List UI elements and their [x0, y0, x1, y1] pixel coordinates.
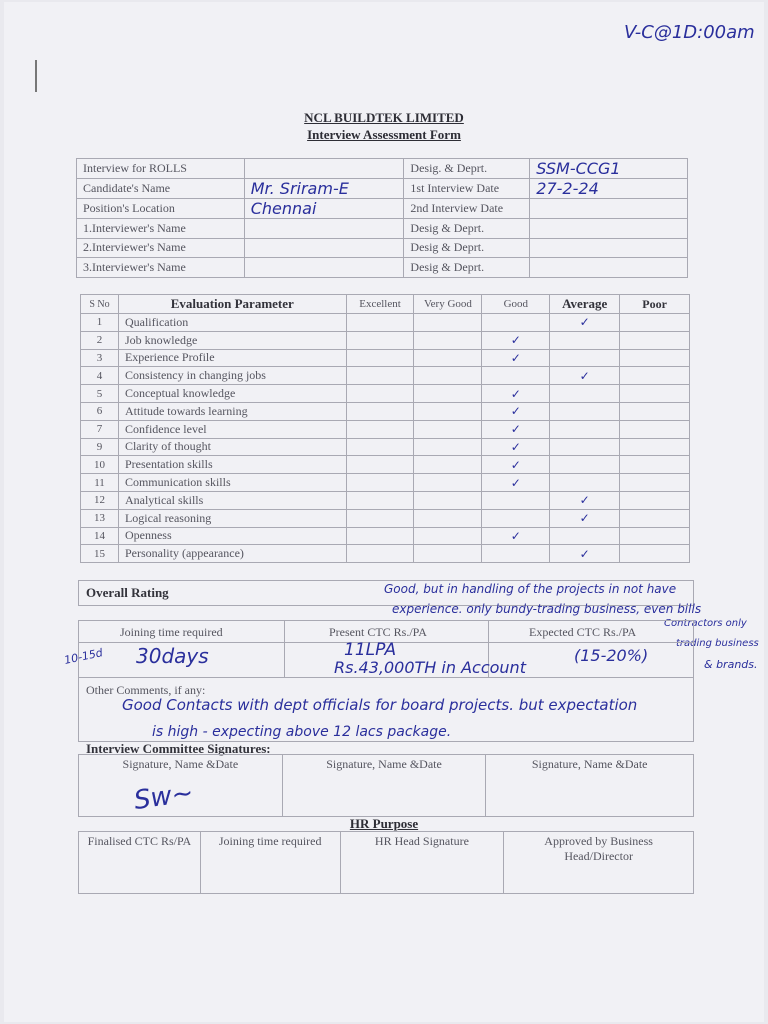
info-row: [77, 219, 688, 239]
rating-cell-excellent: [346, 527, 414, 545]
signature-cell: Signature, Name &Date: [282, 755, 486, 817]
evaluation-row: [81, 545, 690, 563]
rating-cell-average: [550, 314, 620, 332]
rating-cell-poor: [620, 545, 690, 563]
rating-cell-very-good: [414, 420, 482, 438]
row-parameter: Openness: [118, 527, 346, 545]
signature-cell: Signature, Name &Date: [486, 755, 694, 817]
evaluation-row: [81, 331, 690, 349]
rating-cell-very-good: [414, 545, 482, 563]
evaluation-row: [81, 420, 690, 438]
info-right-value-handwritten: SSM-CCG1: [536, 159, 621, 178]
rating-cell-poor: [620, 438, 690, 456]
overall-comment-3: Contractors only: [664, 618, 747, 629]
col-parameter: Evaluation Parameter: [118, 295, 346, 314]
hr-cell: Approved by Business Head/Director: [504, 832, 694, 894]
info-label: Interview for ROLLS: [77, 159, 245, 179]
checkmark-icon: ✓: [510, 475, 521, 490]
rating-cell-very-good: [414, 438, 482, 456]
rating-cell-poor: [620, 527, 690, 545]
rating-cell-average: [550, 438, 620, 456]
rating-cell-good: [482, 545, 550, 563]
present-ctc-value-1: 11LPA: [344, 640, 397, 660]
col-poor: Poor: [620, 295, 690, 314]
row-parameter: Personality (appearance): [118, 545, 346, 563]
corner-time-note: V-C@1D:00am: [624, 22, 755, 43]
evaluation-row: [81, 474, 690, 492]
evaluation-row: [81, 314, 690, 332]
info-value-handwritten: Chennai: [250, 199, 317, 218]
row-sno: 3: [81, 349, 119, 367]
info-value: [244, 258, 404, 278]
col-good: Good: [482, 295, 550, 314]
row-sno: 12: [81, 491, 119, 509]
rating-cell-average: [550, 349, 620, 367]
rating-cell-average: [550, 402, 620, 420]
info-label: Position's Location: [77, 199, 245, 219]
rating-cell-poor: [620, 491, 690, 509]
col-very-good: Very Good: [414, 295, 482, 314]
rating-cell-poor: [620, 331, 690, 349]
overall-comment-2: experience. only bundy-trading business, even bills: [392, 602, 702, 616]
info-label: 3.Interviewer's Name: [77, 258, 245, 278]
hr-table: [78, 831, 694, 894]
other-comments-line-1: Good Contacts with dept officials for board projects. but expectation: [122, 696, 638, 714]
evaluation-row: [81, 349, 690, 367]
evaluation-row: [81, 385, 690, 403]
evaluation-row: [81, 527, 690, 545]
hr-cell: HR Head Signature: [340, 832, 504, 894]
rating-cell-average: [550, 420, 620, 438]
rating-cell-good: [482, 385, 550, 403]
info-right-label: Desig & Deprt.: [404, 258, 530, 278]
row-parameter: Communication skills: [118, 474, 346, 492]
checkmark-icon: ✓: [579, 511, 590, 526]
rating-cell-very-good: [414, 385, 482, 403]
row-parameter: Analytical skills: [118, 491, 346, 509]
rating-cell-average: [550, 331, 620, 349]
rating-cell-excellent: [346, 509, 414, 527]
hr-cell: Finalised CTC Rs/PA: [79, 832, 201, 894]
evaluation-row: [81, 402, 690, 420]
expected-ctc-value: (15-20%): [574, 646, 649, 665]
rating-cell-very-good: [414, 509, 482, 527]
rating-cell-excellent: [346, 385, 414, 403]
joining-side-note: 10-15d: [63, 646, 104, 667]
rating-cell-good: [482, 438, 550, 456]
rating-cell-good: [482, 314, 550, 332]
overall-comment-4: trading business: [676, 638, 759, 649]
checkmark-icon: ✓: [510, 439, 521, 454]
checkmark-icon: ✓: [510, 422, 521, 437]
info-value: [244, 238, 404, 258]
other-comments-label: Other Comments, if any:: [86, 683, 206, 697]
rating-cell-poor: [620, 509, 690, 527]
info-right-label: 1st Interview Date: [404, 179, 530, 199]
row-parameter: Experience Profile: [118, 349, 346, 367]
row-parameter: Job knowledge: [118, 331, 346, 349]
col-excellent: Excellent: [346, 295, 414, 314]
checkmark-icon: ✓: [510, 528, 521, 543]
checkmark-icon: ✓: [510, 333, 521, 348]
evaluation-row: [81, 491, 690, 509]
row-parameter: Consistency in changing jobs: [118, 367, 346, 385]
info-value: [244, 219, 404, 239]
overall-comment-5: & brands.: [704, 658, 758, 671]
row-sno: 9: [81, 438, 119, 456]
interviewer-signature: Sw~: [132, 778, 196, 816]
checkmark-icon: ✓: [510, 457, 521, 472]
rating-cell-excellent: [346, 331, 414, 349]
info-row: [77, 199, 688, 219]
rating-cell-excellent: [346, 438, 414, 456]
rating-cell-poor: [620, 402, 690, 420]
col-sno: S No: [81, 295, 119, 314]
company-name: NCL BUILDTEK LIMITED: [304, 110, 464, 125]
rating-cell-very-good: [414, 527, 482, 545]
row-sno: 1: [81, 314, 119, 332]
rating-cell-average: [550, 385, 620, 403]
committee-signatures-label: Interview Committee Signatures:: [86, 741, 271, 756]
row-sno: 7: [81, 420, 119, 438]
present-ctc-value-2: Rs.43,000TH in Account: [334, 658, 526, 677]
overall-comment-1: Good, but in handling of the projects in not have: [384, 582, 677, 596]
rating-cell-average: [550, 491, 620, 509]
rating-cell-good: [482, 527, 550, 545]
rating-cell-poor: [620, 456, 690, 474]
row-parameter: Clarity of thought: [118, 438, 346, 456]
row-sno: 13: [81, 509, 119, 527]
checkmark-icon: ✓: [579, 315, 590, 330]
rating-cell-good: [482, 420, 550, 438]
row-sno: 2: [81, 331, 119, 349]
checkmark-icon: ✓: [510, 386, 521, 401]
rating-cell-poor: [620, 385, 690, 403]
info-right-value: [530, 219, 688, 239]
rating-cell-very-good: [414, 349, 482, 367]
rating-cell-good: [482, 367, 550, 385]
rating-cell-average: [550, 509, 620, 527]
row-parameter: Presentation skills: [118, 456, 346, 474]
info-right-label: 2nd Interview Date: [404, 199, 530, 219]
info-row: [77, 179, 688, 199]
evaluation-row: [81, 509, 690, 527]
overall-rating-label: Overall Rating: [86, 585, 169, 600]
rating-cell-excellent: [346, 456, 414, 474]
rating-cell-excellent: [346, 420, 414, 438]
checkmark-icon: ✓: [579, 493, 590, 508]
expected-ctc-label: Expected CTC Rs./PA: [529, 625, 637, 639]
rating-cell-very-good: [414, 402, 482, 420]
assessment-form-page: [4, 2, 764, 1022]
evaluation-row: [81, 438, 690, 456]
info-row: [77, 258, 688, 278]
info-right-label: Desig. & Deprt.: [404, 159, 530, 179]
rating-cell-very-good: [414, 474, 482, 492]
info-right-label: Desig & Deprt.: [404, 219, 530, 239]
rating-cell-very-good: [414, 331, 482, 349]
rating-cell-good: [482, 474, 550, 492]
row-sno: 15: [81, 545, 119, 563]
info-value-handwritten: Mr. Sriram-E: [250, 179, 349, 198]
row-parameter: Qualification: [118, 314, 346, 332]
punch-hole-mark: [35, 60, 37, 92]
rating-cell-poor: [620, 420, 690, 438]
rating-cell-excellent: [346, 474, 414, 492]
rating-cell-very-good: [414, 314, 482, 332]
rating-cell-good: [482, 331, 550, 349]
row-sno: 14: [81, 527, 119, 545]
rating-cell-average: [550, 456, 620, 474]
info-right-label: Desig & Deprt.: [404, 238, 530, 258]
rating-cell-excellent: [346, 349, 414, 367]
rating-cell-average: [550, 474, 620, 492]
rating-cell-poor: [620, 349, 690, 367]
info-right-value-handwritten: 27-2-24: [536, 179, 599, 198]
rating-cell-very-good: [414, 491, 482, 509]
candidate-info-table: [76, 158, 688, 278]
evaluation-row: [81, 367, 690, 385]
rating-cell-good: [482, 509, 550, 527]
row-parameter: Confidence level: [118, 420, 346, 438]
info-right-value: [530, 258, 688, 278]
rating-cell-excellent: [346, 367, 414, 385]
info-value: [244, 179, 404, 199]
rating-cell-good: [482, 402, 550, 420]
joining-time-value: 30days: [136, 644, 209, 668]
rating-cell-average: [550, 367, 620, 385]
ctc-divider-1: [284, 620, 285, 678]
evaluation-row: [81, 456, 690, 474]
info-label: 2.Interviewer's Name: [77, 238, 245, 258]
joining-time-label: Joining time required: [120, 625, 223, 639]
info-row: [77, 238, 688, 258]
rating-cell-good: [482, 456, 550, 474]
rating-cell-very-good: [414, 367, 482, 385]
info-right-value: [530, 179, 688, 199]
info-row: [77, 159, 688, 179]
hr-purpose-title: HR Purpose: [349, 816, 419, 831]
row-sno: 10: [81, 456, 119, 474]
rating-cell-average: [550, 545, 620, 563]
checkmark-icon: ✓: [579, 546, 590, 561]
row-sno: 11: [81, 474, 119, 492]
evaluation-table: [80, 294, 690, 563]
rating-cell-excellent: [346, 545, 414, 563]
form-title: Interview Assessment Form: [307, 127, 461, 142]
checkmark-icon: ✓: [510, 404, 521, 419]
row-sno: 5: [81, 385, 119, 403]
info-right-value: [530, 199, 688, 219]
rating-cell-good: [482, 349, 550, 367]
rating-cell-good: [482, 491, 550, 509]
rating-cell-poor: [620, 474, 690, 492]
row-parameter: Attitude towards learning: [118, 402, 346, 420]
rating-cell-very-good: [414, 456, 482, 474]
row-sno: 6: [81, 402, 119, 420]
other-comments-line-2: is high - expecting above 12 lacs package.: [152, 724, 452, 740]
info-value: [244, 199, 404, 219]
checkmark-icon: ✓: [510, 350, 521, 365]
info-label: Candidate's Name: [77, 179, 245, 199]
row-parameter: Logical reasoning: [118, 509, 346, 527]
present-ctc-label: Present CTC Rs./PA: [329, 625, 427, 639]
rating-cell-poor: [620, 314, 690, 332]
info-right-value: [530, 159, 688, 179]
signature-cell: Signature, Name &Date: [79, 755, 283, 817]
info-right-value: [530, 238, 688, 258]
checkmark-icon: ✓: [579, 368, 590, 383]
rating-cell-excellent: [346, 402, 414, 420]
info-value: [244, 159, 404, 179]
rating-cell-excellent: [346, 314, 414, 332]
hr-cell: Joining time required: [200, 832, 340, 894]
rating-cell-excellent: [346, 491, 414, 509]
rating-cell-average: [550, 527, 620, 545]
rating-cell-poor: [620, 367, 690, 385]
col-average: Average: [550, 295, 620, 314]
row-sno: 4: [81, 367, 119, 385]
row-parameter: Conceptual knowledge: [118, 385, 346, 403]
info-label: 1.Interviewer's Name: [77, 219, 245, 239]
